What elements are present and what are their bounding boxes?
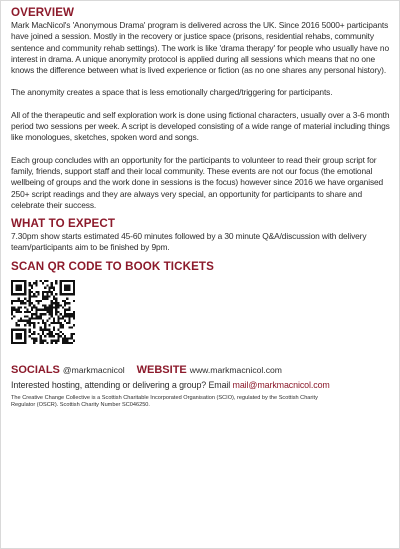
- website-label: WEBSITE: [136, 363, 187, 376]
- qr-code-graphic: [11, 280, 75, 344]
- enquiry-text: Interested hosting, attending or delivering a group? Email: [11, 379, 233, 390]
- qr-heading: SCAN QR CODE TO BOOK TICKETS: [11, 259, 214, 273]
- what-to-expect-text: 7.30pm show starts estimated 45-60 minutes followed by a 30 minute Q&A/discussion with delivery team/participants aim to be finished by 9pm.: [11, 231, 367, 253]
- overview-paragraph-1: Mark MacNicol's 'Anonymous Drama' program is delivered across the UK. Since 2016 5000+ participants have joined a session. Mostly in the recovery or justice space (prisons, residential rehabs, community sentence and community rehab settings). The work is like 'drama therapy' for people who usually have no interest in drama. A unique anonymity protocol is applied during all sessions which means that no one knows the difference between what is lived experience or fiction (as no one shares any personal history).: [11, 20, 390, 76]
- socials-label: SOCIALS: [11, 363, 60, 376]
- what-to-expect-heading: WHAT TO EXPECT: [11, 217, 116, 231]
- overview-paragraph-2: The anonymity creates a space that is less emotionally charged/triggering for participants.: [11, 87, 333, 98]
- charity-note: The Creative Change Collective is a Scottish Charitable Incorporated Organisation (SCIO), regulated by the Scottish Charity Regulator (OSCR). Scottish Charity Number SC046250.: [11, 394, 318, 409]
- socials-handle[interactable]: @markmacnicol: [62, 364, 125, 375]
- overview-paragraph-3: All of the therapeutic and self exploration work is done using fictional characters, usually over a 3-6 month period two sessions per week. A script is developed consisting of a wide range of material including things like monologues, sketches, spoken word and songs.: [11, 109, 390, 143]
- contact-line: [11, 364, 390, 376]
- overview-paragraph-4: Each group concludes with an opportunity for the participants to volunteer to read their group script for family, friends, support staff and their local community. These events are not our focus (the emotional wellbeing of groups and the work done in sessions is the focus) however since 2016 we have organised 250+ script readings and they are always very special, an opportunity for participants to share and celebrate their success.: [11, 154, 384, 210]
- email-link[interactable]: mail@markmacnicol.com: [232, 379, 330, 390]
- website-link[interactable]: www.markmacnicol.com: [189, 364, 282, 375]
- overview-heading: OVERVIEW: [11, 6, 75, 19]
- enquiry-line: [11, 380, 390, 390]
- qr-code-icon[interactable]: [11, 280, 75, 344]
